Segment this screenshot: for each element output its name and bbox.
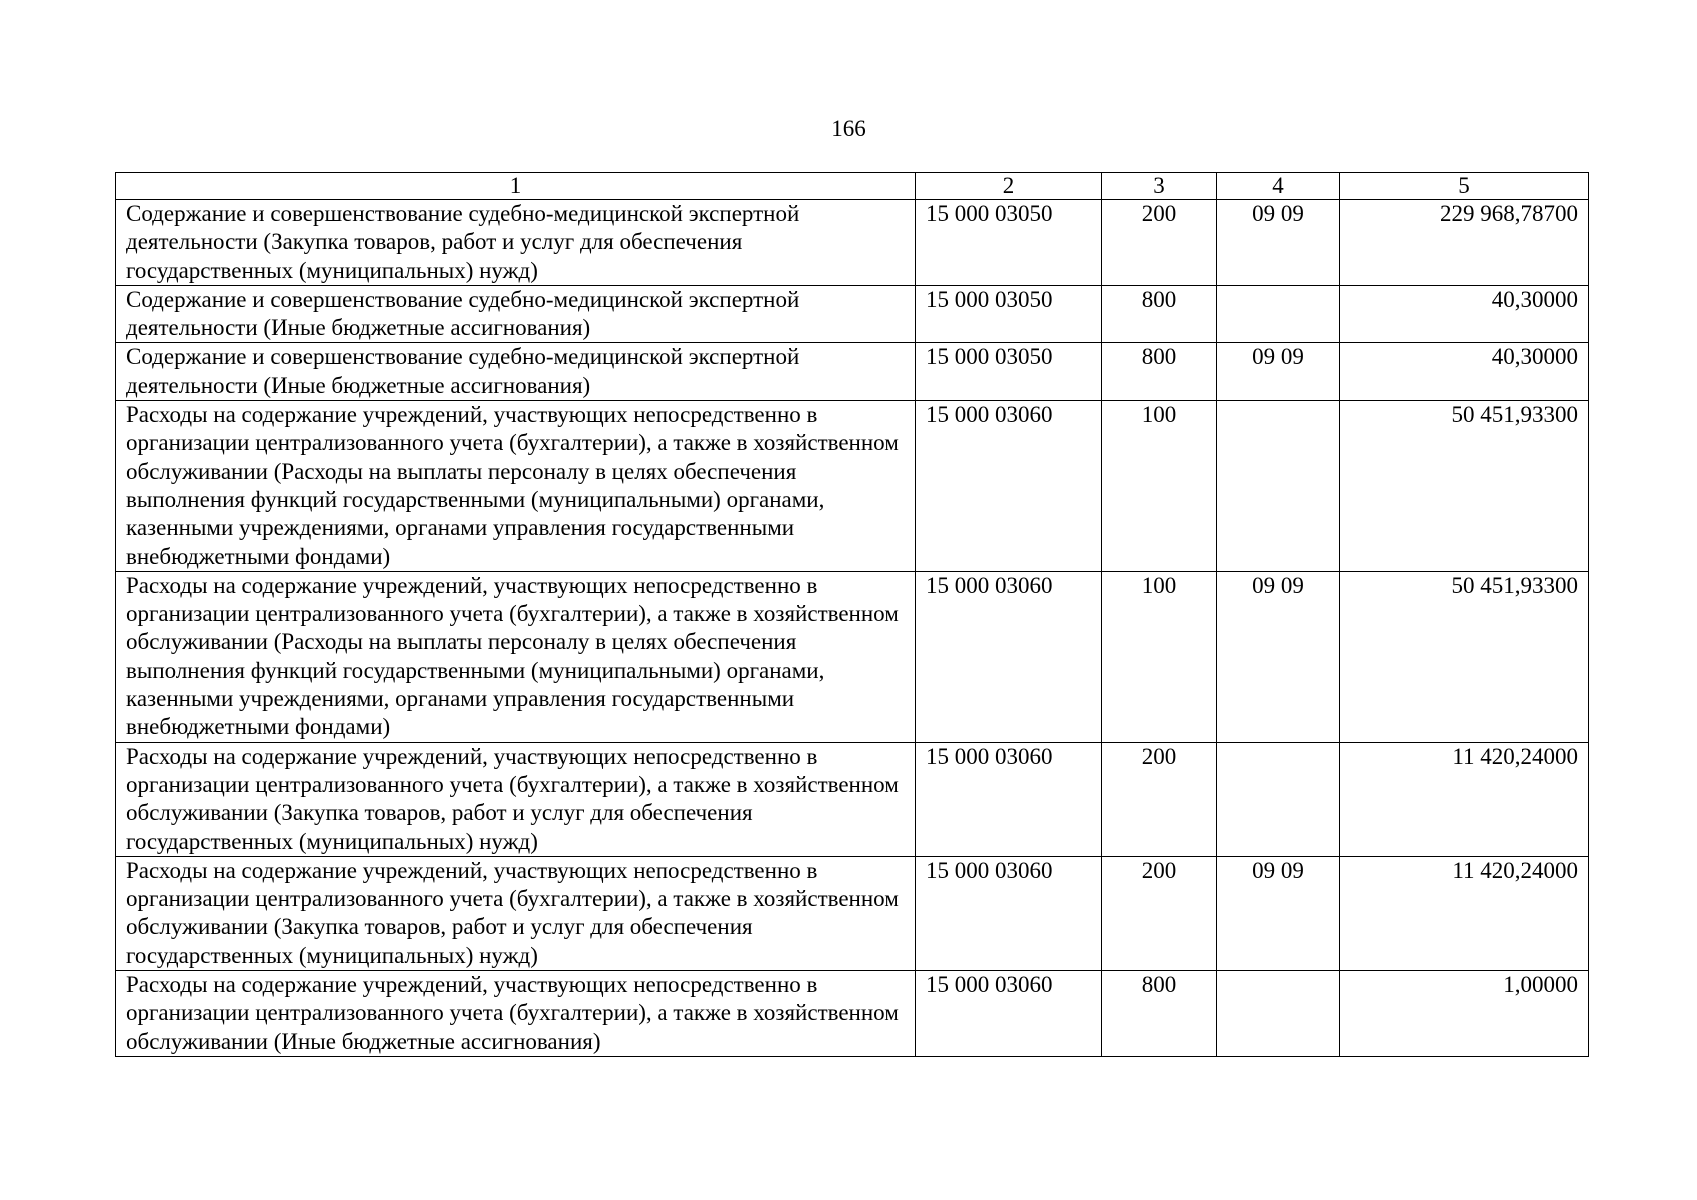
row-type: 200 (1102, 742, 1217, 856)
table-row (116, 742, 1589, 856)
page-number: 166 (831, 116, 866, 141)
row-code: 15 000 03060 (916, 742, 1102, 856)
row-amount: 1,00000 (1340, 971, 1589, 1057)
row-section: 09 09 (1217, 200, 1340, 286)
row-type: 100 (1102, 571, 1217, 742)
row-code: 15 000 03050 (916, 343, 1102, 401)
row-type: 200 (1102, 856, 1217, 970)
row-amount: 40,30000 (1340, 285, 1589, 343)
header-column-5: 5 (1340, 173, 1589, 200)
row-section: 09 09 (1217, 571, 1340, 742)
row-code: 15 000 03060 (916, 571, 1102, 742)
header-column-1: 1 (116, 173, 916, 200)
row-section: 09 09 (1217, 343, 1340, 401)
row-amount: 50 451,93300 (1340, 401, 1589, 572)
row-name: Расходы на содержание учреждений, участвующих непосредственно в организации централизованного учета (бухгалтерии), а также в хозяйственном обслуживании (Иные бюджетные ассигнования) (116, 971, 916, 1057)
row-code: 15 000 03050 (916, 285, 1102, 343)
row-amount: 11 420,24000 (1340, 742, 1589, 856)
row-amount: 229 968,78700 (1340, 200, 1589, 286)
row-amount: 40,30000 (1340, 343, 1589, 401)
row-code: 15 000 03060 (916, 971, 1102, 1057)
row-type: 800 (1102, 343, 1217, 401)
table-row (116, 285, 1589, 343)
row-type: 100 (1102, 401, 1217, 572)
row-section: 09 09 (1217, 856, 1340, 970)
row-name: Содержание и совершенствование судебно-медицинской экспертной деятельности (Закупка товаров, работ и услуг для обеспечения государственных (муниципальных) нужд) (116, 200, 916, 286)
row-type: 800 (1102, 971, 1217, 1057)
row-name: Расходы на содержание учреждений, участвующих непосредственно в организации централизованного учета (бухгалтерии), а также в хозяйственном обслуживании (Расходы на выплаты персоналу в целях обеспечения выполнения функций государственными (муниципальными) органами, казенными учреждениями, органами управления государственными внебюджетными фондами) (116, 401, 916, 572)
row-section (1217, 285, 1340, 343)
row-type: 200 (1102, 200, 1217, 286)
row-name: Содержание и совершенствование судебно-медицинской экспертной деятельности (Иные бюджетные ассигнования) (116, 343, 916, 401)
table-row (116, 971, 1589, 1057)
table-row (116, 200, 1589, 286)
table-row (116, 856, 1589, 970)
header-column-2: 2 (916, 173, 1102, 200)
row-code: 15 000 03060 (916, 401, 1102, 572)
table-row (116, 343, 1589, 401)
row-section (1217, 971, 1340, 1057)
header-column-4: 4 (1217, 173, 1340, 200)
row-code: 15 000 03050 (916, 200, 1102, 286)
row-type: 800 (1102, 285, 1217, 343)
budget-table (115, 172, 1589, 1057)
table-row (116, 571, 1589, 742)
row-name: Расходы на содержание учреждений, участвующих непосредственно в организации централизованного учета (бухгалтерии), а также в хозяйственном обслуживании (Закупка товаров, работ и услуг для обеспечения государственных (муниципальных) нужд) (116, 742, 916, 856)
row-name: Расходы на содержание учреждений, участвующих непосредственно в организации централизованного учета (бухгалтерии), а также в хозяйственном обслуживании (Закупка товаров, работ и услуг для обеспечения государственных (муниципальных) нужд) (116, 856, 916, 970)
row-code: 15 000 03060 (916, 856, 1102, 970)
row-name: Расходы на содержание учреждений, участвующих непосредственно в организации централизованного учета (бухгалтерии), а также в хозяйственном обслуживании (Расходы на выплаты персоналу в целях обеспечения выполнения функций государственными (муниципальными) органами, казенными учреждениями, органами управления государственными внебюджетными фондами) (116, 571, 916, 742)
row-name: Содержание и совершенствование судебно-медицинской экспертной деятельности (Иные бюджетные ассигнования) (116, 285, 916, 343)
row-amount: 11 420,24000 (1340, 856, 1589, 970)
row-section (1217, 742, 1340, 856)
table-row (116, 401, 1589, 572)
table-header-row (116, 173, 1589, 200)
header-column-3: 3 (1102, 173, 1217, 200)
row-section (1217, 401, 1340, 572)
row-amount: 50 451,93300 (1340, 571, 1589, 742)
